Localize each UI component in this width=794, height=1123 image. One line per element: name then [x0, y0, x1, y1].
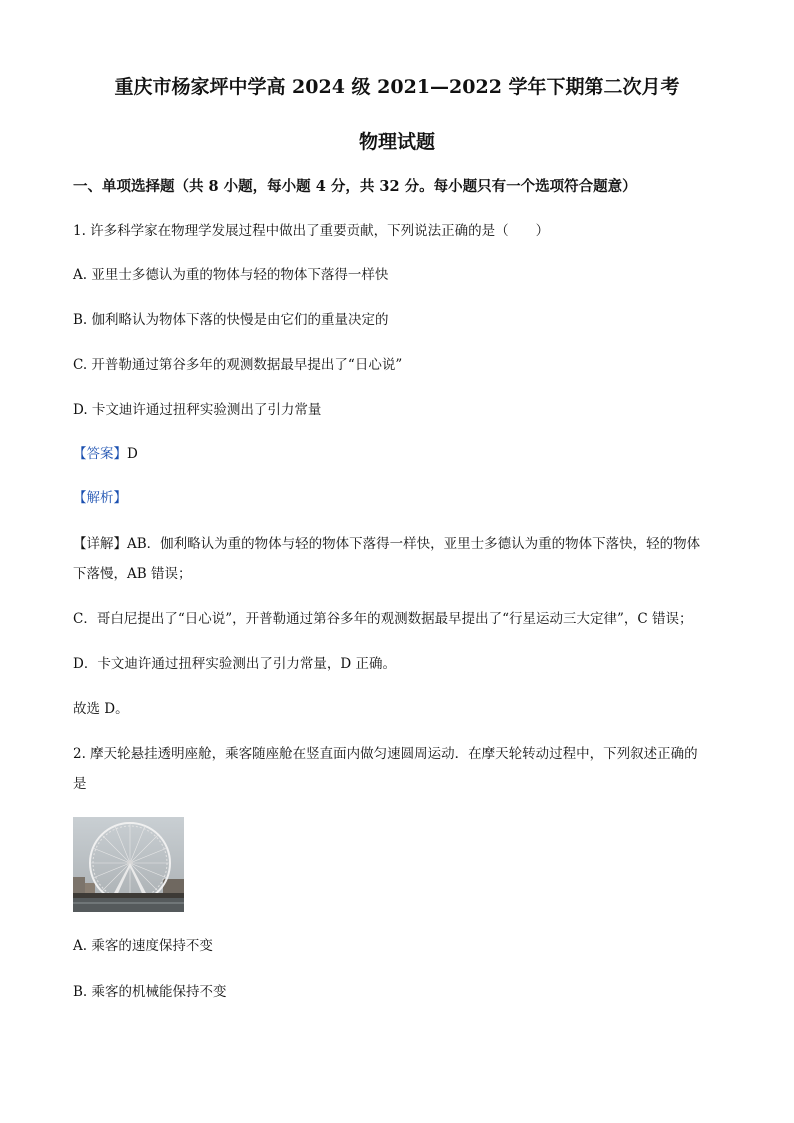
question-1-option-b: B. 伽利略认为物体下落的快慢是由它们的重量决定的	[73, 312, 389, 328]
analysis-bracket-open: 【	[73, 490, 87, 506]
detail-label: 详解	[86, 536, 114, 552]
analysis-row	[73, 489, 734, 507]
conclusion: 故选 D。	[73, 701, 129, 717]
detail-row	[73, 535, 734, 553]
analysis-label: 解析	[86, 490, 114, 506]
detail-text-line1: AB．伽利略认为重的物体与轻的物体下落得一样快，亚里士多德认为重的物体下落快，轻的物体	[127, 536, 701, 552]
answer-label: 答案	[86, 446, 114, 462]
section-heading: 一、单项选择题（共 8 小题，每小题 4 分，共 32 分。每小题只有一个选项符合题意）	[73, 178, 637, 195]
ferris-wheel-photo	[73, 817, 184, 912]
detail-text-line2: 下落慢，AB 错误；	[73, 566, 192, 582]
detail-bracket-close: 】	[113, 536, 127, 552]
answer-row	[73, 445, 734, 463]
question-1-stem: 1. 许多科学家在物理学发展过程中做出了重要贡献，下列说法正确的是（ ）	[73, 223, 550, 239]
question-2-option-b: B. 乘客的机械能保持不变	[73, 984, 227, 1000]
question-1-option-a: A. 亚里士多德认为重的物体与轻的物体下落得一样快	[73, 267, 389, 283]
question-2-stem-line2: 是	[73, 776, 87, 792]
question-2-stem-line1: 2. 摩天轮悬挂透明座舱，乘客随座舱在竖直面内做匀速圆周运动．在摩天轮转动过程中，下列叙述正确的	[73, 746, 698, 762]
answer-value: D	[127, 446, 138, 462]
answer-bracket-open: 【	[73, 446, 87, 462]
answer-bracket-close: 】	[113, 446, 127, 462]
detail-c: C．哥白尼提出了“日心说”，开普勒通过第谷多年的观测数据最早提出了“行星运动三大定律”，C 错误；	[73, 611, 693, 627]
analysis-bracket-close: 】	[113, 490, 127, 506]
question-1-option-d: D. 卡文迪许通过扭秤实验测出了引力常量	[73, 402, 322, 418]
question-2-option-a: A. 乘客的速度保持不变	[73, 938, 213, 954]
detail-bracket-open: 【	[73, 536, 87, 552]
question-1-option-c: C. 开普勒通过第谷多年的观测数据最早提出了“日心说”	[73, 357, 403, 373]
detail-d: D．卡文迪许通过扭秤实验测出了引力常量，D 正确。	[73, 656, 396, 672]
page-subtitle: 物理试题	[358, 131, 435, 153]
page-title: 重庆市杨家坪中学高 2024 级 2021—2022 学年下期第二次月考	[114, 76, 680, 98]
